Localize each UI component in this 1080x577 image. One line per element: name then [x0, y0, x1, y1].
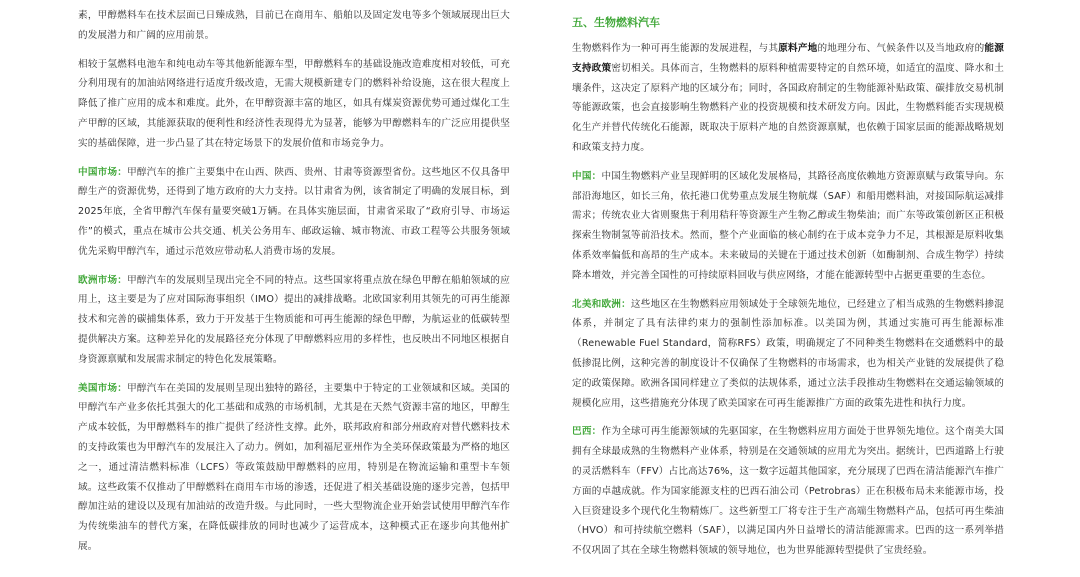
section-title: 五、生物燃料汽车	[572, 16, 660, 29]
right-column	[572, 0, 1004, 570]
left-column	[78, 0, 510, 566]
paragraph-text: 甲醇汽车在美国的发展则呈现出独特的路径，主要集中于特定的工业领域和区域。美国的甲醇汽车产业多依托其强大的化工基础和成熟的市场机制，尤其是在天然气资源丰富的地区，甲醇生产成本较低，为甲醇燃料车的推广提供了经济性支撑。此外，联邦政府和部分州政府对替代燃料技术的支持政策也为甲醇汽车的发展注入了动力。例如，加利福尼亚州作为全美环保政策最为严格的地区之一，通过清洁燃料标准（LCFS）等政策鼓励甲醇燃料的应用，特别是在物流运输和重型卡车领域。这些政策不仅推动了甲醇燃料在商用车市场的渗透，还促进了相关基础设施的逐步完善，包括甲醇加注站的建设以及现有加油站的改造升级。与此同时，一些大型物流企业开始尝试使用甲醇汽车作为传统柴油车的替代方案，在降低碳排放的同时也减少了运营成本，这种模式正在逐步向其他州扩展。	[78, 382, 511, 552]
china-heading: 中国：	[572, 170, 602, 182]
methanol-infrastructure-paragraph	[78, 55, 510, 154]
emphasis-text: 原料产地	[778, 43, 818, 54]
north-america-europe-paragraph	[572, 295, 1004, 414]
brazil-heading: 巴西：	[572, 426, 602, 438]
paragraph-text: 这些地区在生物燃料应用领域处于全球领先地位，已经建立了相当成熟的生物燃料掺混体系，并制定了具有法律约束力的强制性添加标准。以美国为例，其通过实施可再生能源标准（Renewable Fuel Standard，简称RFS）政策，明确规定了不同种类生物燃料在交通燃料中的最低掺混比例，这种完善的制度设计不仅确保了生物燃料的市场需求，也为相关产业链的发展提供了稳定的政策保障。欧洲各国同样建立了类似的法规体系，通过立法手段推动生物燃料在交通运输领域的规模化应用，这些措施充分体现了欧美国家在可再生能源推广方面的政策先进性和执行力度。	[572, 298, 1004, 409]
emphasis-text: 能源支持政策	[572, 43, 1004, 74]
paragraph-text: 中国生物燃料产业呈现鲜明的区域化发展格局，其路径高度依赖地方资源禀赋与政策导向。东部沿海地区，如长三角，依托港口优势重点发展生物航煤（SAF）和船用燃料油，对接国际航运减排需求；传统农业大省则聚焦于利用秸秆等资源生产生物乙醇或生物柴油；而广东等政策创新区正积极探索生物制氢等前沿技术。然而，整个产业面临的核心制约在于成本竞争力不足，其根源是原料收集体系效率偏低和高昂的生产成本。未来破局的关键在于通过技术创新（如酶制剂、合成生物学）持续降本增效，并完善全国性的可持续原料回收与供应网络，才能在能源转型中占据更重要的生态位。	[572, 170, 1004, 281]
china-market-heading: 中国市场：	[78, 166, 128, 178]
us-market-paragraph	[78, 379, 510, 557]
methanol-intro-tail	[78, 6, 510, 46]
paragraph-text: 生物燃料作为一种可再生能源的发展进程，与其	[572, 43, 779, 54]
paragraph-text: 密切相关。具体而言，生物燃料的原料种植需要特定的自然环境，如适宜的温度、降水和土壤条件，这决定了原料产地的区域分布；同时，各国政府制定的生物能源补贴政策、碳排放交易机制等能源政策，也会直接影响生物燃料产业的投资规模和技术研发方向。因此，生物燃料能否实现规模化生产并替代传统化石能源，既取决于原料产地的自然资源禀赋，也依赖于国家层面的能源战略规划和政策支持力度。	[572, 62, 1004, 153]
brazil-paragraph	[572, 422, 1004, 561]
north-america-europe-heading: 北美和欧洲：	[572, 298, 631, 310]
paragraph-text: 相较于氢燃料电池车和纯电动车等其他新能源车型，甲醇燃料车的基础设施改造难度相对较低，可充分利用现有的加油站网络进行适度升级改造，无需大规模新建专门的燃料补给设施，这在很大程度上降低了推广应用的成本和难度。此外，在甲醇资源丰富的地区，如具有煤炭资源优势可通过煤化工生产甲醇的区域，其能源获取的便利性和经济性表现得尤为显著，能够为甲醇燃料车的广泛应用提供坚实的基础保障，进一步凸显了其在特定场景下的发展价值和市场竞争力。	[78, 58, 510, 149]
biofuel-intro-paragraph	[572, 39, 1004, 158]
paragraph-text: 作为全球可再生能源领域的先驱国家，在生物燃料应用方面处于世界领先地位。这个南美大国拥有全球最成熟的生物燃料产业体系，特别是在交通领域的应用尤为突出。据统计，巴西道路上行驶的灵活燃料车（FFV）占比高达76%，这一数字远超其他国家，充分展现了巴西在清洁能源汽车推广方面的卓越成就。作为国家能源支柱的巴西石油公司（Petrobras）正在积极布局未来能源市场，投入巨资建设多个现代化生物精炼厂。这些新型工厂将专注于生产高端生物燃料产品，包括可再生柴油（HVO）和可持续航空燃料（SAF），以满足国内外日益增长的清洁能源需求。巴西的这一系列举措不仅巩固了其在全球生物燃料领域的领导地位，也为世界能源转型提供了宝贵经验。	[572, 426, 1004, 557]
europe-market-heading: 欧洲市场：	[78, 274, 128, 286]
europe-market-paragraph	[78, 271, 510, 370]
china-market-paragraph	[78, 163, 510, 262]
us-market-heading: 美国市场：	[78, 382, 128, 394]
paragraph-text: 甲醇汽车的推广主要集中在山西、陕西、贵州、甘肃等资源型省份。这些地区不仅具备甲醇生产的资源优势，还得到了地方政府的大力支持。以甘肃省为例，该省制定了明确的发展目标，到2025年底，全省甲醇汽车保有量要突破1万辆。在具体实施层面，甘肃省采取了“政府引导、市场运作”的模式，重点在城市公共交通、机关公务用车、邮政运输、城市物流、市政工程等公共服务领域优先采购甲醇汽车，通过示范效应带动私人消费市场的发展。	[78, 166, 511, 257]
paragraph-text: 素，甲醇燃料车在技术层面已日臻成熟，目前已在商用车、船舶以及固定发电等多个领域展现出巨大的发展潜力和广阔的应用前景。	[78, 10, 510, 41]
paragraph-text: 甲醇汽车的发展则呈现出完全不同的特点。这些国家将重点放在绿色甲醇在船舶领域的应用上，这主要是为了应对国际海事组织（IMO）提出的减排战略。北欧国家利用其领先的可再生能源技术和完善的碳捕集体系，致力于开发基于生物质能和可再生能源的绿色甲醇，为航运业的低碳转型提供解决方案。这种差异化的发展路径充分体现了甲醇燃料应用的多样性，也反映出不同地区根据自身资源禀赋和发展需求制定的特色化发展策略。	[78, 274, 511, 365]
china-biofuel-paragraph	[572, 167, 1004, 286]
paragraph-text: 的地理分布、气候条件以及当地政府的	[817, 43, 985, 54]
